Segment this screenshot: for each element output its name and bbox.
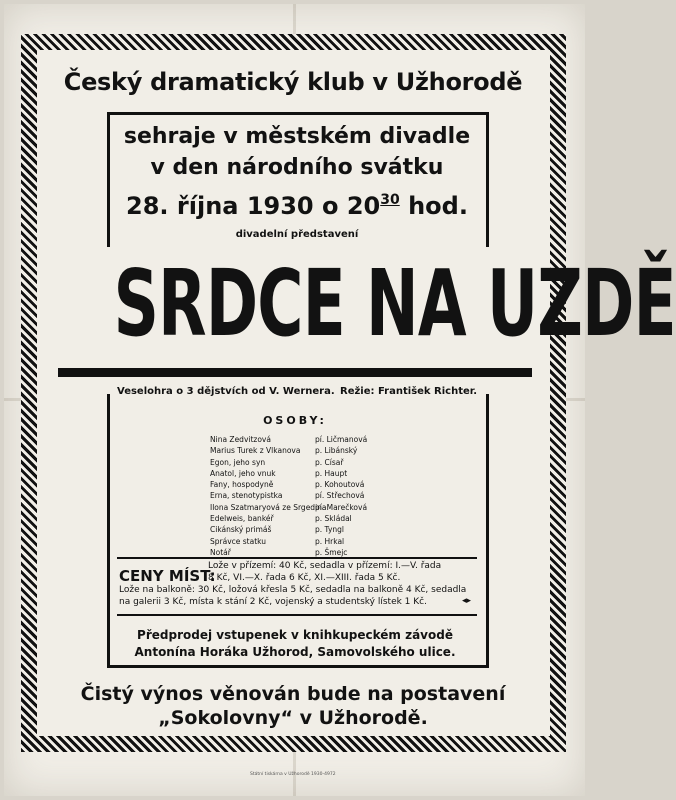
cast-row [210, 479, 410, 490]
presale-line-1: Předprodej vstupenek v knihkupeckém závodě [137, 628, 453, 642]
date-text: 28. října 1930 o 20 [126, 192, 381, 220]
cast-row [210, 468, 410, 479]
performance-date [112, 192, 482, 220]
announcement-line-2: v den národního svátku [150, 155, 444, 180]
club-name: Český dramatický klub v Užhorodě [63, 68, 523, 96]
time-suffix: hod. [399, 192, 468, 220]
cast-role: Ilona Szatmaryová ze Srgedina [210, 502, 327, 512]
title-underline [58, 368, 532, 377]
prices-line: na galerii 3 Kč, místa k stání 2 Kč, vojenský a studentský lístek 1 Kč. [119, 597, 427, 607]
cast-row [210, 502, 410, 513]
cast-role: Egon, jeho syn [210, 457, 266, 467]
cast-row [210, 524, 410, 535]
proceeds-line-1: Čistý výnos věnován bude na postavení [80, 683, 506, 705]
cast-role: Notář [210, 547, 231, 557]
cast-actor: p. Haupt [315, 468, 348, 478]
presale-line-2: Antonína Horáka Užhorod, Samovolského ulice. [134, 645, 456, 659]
cast-role: Edelweis, bankéř [210, 514, 274, 524]
cast-actor: p. Kohoutová [315, 480, 365, 490]
director-line: Režie: František Richter. [340, 386, 478, 397]
cast-actor: pí. Střechová [315, 491, 365, 501]
ornament-icon: ◂▸ [462, 596, 472, 606]
cast-actor: p. Libánský [315, 446, 358, 456]
cast-role: Správce statku [210, 536, 267, 546]
cast-actor: p. Hrkal [315, 536, 345, 546]
cast-actor: p. Císař [315, 457, 344, 467]
cast-role: Anatol, jeho vnuk [210, 468, 276, 478]
cast-heading: OSOBY: [263, 414, 327, 427]
cast-row [210, 457, 410, 468]
cast-role: Erna, stenotypistka [210, 491, 283, 501]
cast-row [210, 434, 410, 445]
prices-line: Lože v přízemí: 40 Kč, sedadla v přízemí: I.—V. řada [208, 561, 442, 571]
cast-list [210, 434, 410, 558]
printer-imprint: Státní tiskárna v Užhorodě 1930-4972 [250, 772, 336, 777]
prices-label: CENY MÍST: [119, 567, 216, 585]
performance-subtitle: divadelní představení [235, 229, 359, 240]
cast-actor: p. Šmejc [315, 547, 348, 557]
cast-actor: p. Tyngl [315, 525, 344, 535]
cast-role: Nina Zedvitzová [210, 435, 271, 444]
prices-line: 8 Kč, VI.—X. řada 6 Kč, XI.—XIII. řada 5 Kč. [208, 573, 401, 583]
prices-divider [117, 557, 477, 559]
cast-role: Fany, hospodyně [210, 480, 274, 490]
cast-actor: p. Skládal [315, 514, 352, 524]
announcement-line-1: sehraje v městském divadle [123, 124, 471, 149]
presale-divider [117, 614, 477, 616]
time-minutes: 30 [380, 192, 400, 208]
cast-row [210, 445, 410, 456]
cast-row [210, 490, 410, 501]
play-title: SRDCE NA UZDĚ [113, 250, 676, 357]
proceeds-line-2: „Sokolovny“ v Užhorodě. [158, 707, 428, 729]
cast-actor: pí. Marečková [315, 502, 368, 512]
prices-line: Lože na balkoně: 30 Kč, ložová křesla 5 Kč, sedadla na balkoně 4 Kč, sedadla [119, 585, 467, 595]
cast-row [210, 513, 410, 524]
cast-row [210, 536, 410, 547]
cast-role: Marius Turek z Vlkanova [210, 446, 301, 456]
cast-role: Cikánský primáš [210, 525, 272, 535]
cast-actor: pí. Ličmanová [315, 435, 368, 444]
genre-line: Veselohra o 3 dějstvích od V. Wernera. [117, 386, 335, 397]
